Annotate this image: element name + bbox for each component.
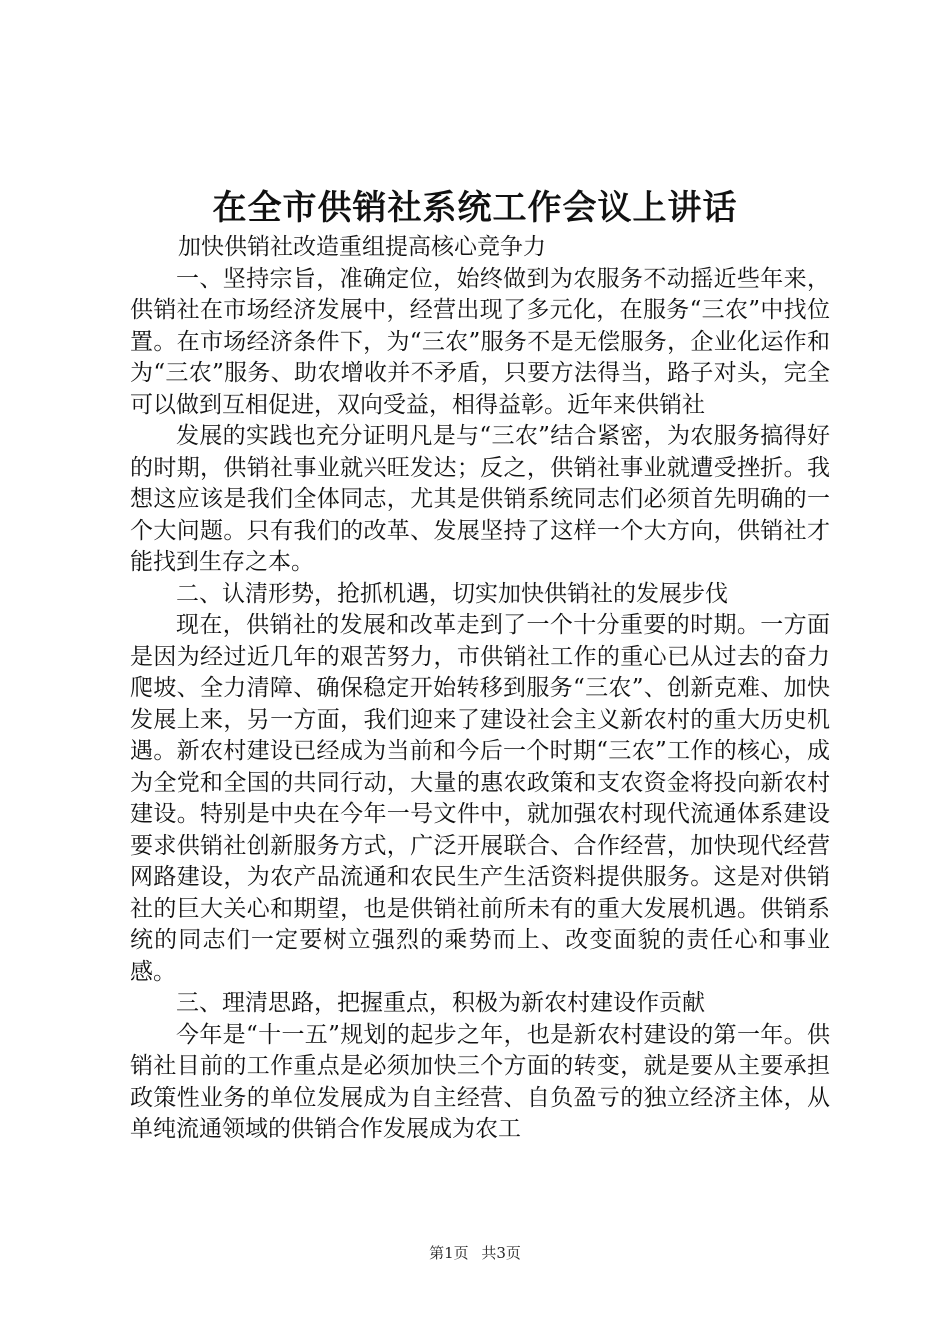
document-body (130, 232, 830, 1146)
body-paragraph-4: 今年是“十一五”规划的起步之年，也是新农村建设的第一年。供销社目前的工作重点是必须加快三个方面的转变，就是要从主要承担政策性业务的单位发展成为自主经营、自负盈亏的独立经济主体，从单纯流通领域的供销合作发展成为农工 (130, 1021, 830, 1142)
document-title: 在全市供销社系统工作会议上讲话 (212, 188, 738, 228)
page-number: 第1页 (429, 1244, 469, 1262)
body-paragraph-3: 现在，供销社的发展和改革走到了一个十分重要的时期。一方面是因为经过近几年的艰苦努力，市供销社工作的重心已从过去的奋力爬坡、全力清障、确保稳定开始转移到服务“三农”、创新克难、加快发展上来，另一方面，我们迎来了建设社会主义新农村的重大历史机遇。新农村建设已经成为当前和今后一个时期“三农”工作的核心，成为全党和全国的共同行动，大量的惠农政策和支农资金将投向新农村建设。特别是中央在今年一号文件中，就加强农村现代流通体系建设要求供销社创新服务方式，广泛开展联合、合作经营，加快现代经营网路建设，为农产品流通和农民生产生活资料提供服务。这是对供销社的巨大关心和期望，也是供销社前所未有的重大发展机遇。供销系统的同志们一定要树立强烈的乘势而上、改变面貌的责任心和事业感。 (130, 612, 830, 985)
section-heading-2: 二、认清形势，抢抓机遇，切实加快供销社的发展步伐 (176, 580, 728, 607)
subtitle-paragraph: 加快供销社改造重组提高核心竞争力 (178, 234, 546, 260)
body-paragraph-2: 发展的实践也充分证明凡是与“三农”结合紧密，为农服务搞得好的时期，供销社事业就兴旺发达；反之，供销社事业就遭受挫折。我想这应该是我们全体同志，尤其是供销系统同志们必须首先明确的一个大问题。只有我们的改革、发展坚持了这样一个大方向，供销社才能找到生存之本。 (130, 423, 830, 575)
page-total: 共3页 (481, 1244, 521, 1262)
body-paragraph-1: 一、坚持宗旨，准确定位，始终做到为农服务不动摇近些年来，供销社在市场经济发展中，经营出现了多元化，在服务“三农”中找位置。在市场经济条件下，为“三农”服务不是无偿服务，企业化运作和为“三农”服务、助农增收并不矛盾，只要方法得当，路子对头，完全可以做到互相促进，双向受益，相得益彰。近年来供销社 (130, 265, 830, 418)
section-heading-3: 三、理清思路，把握重点，积极为新农村建设作贡献 (176, 990, 705, 1016)
page-footer (0, 1243, 950, 1263)
